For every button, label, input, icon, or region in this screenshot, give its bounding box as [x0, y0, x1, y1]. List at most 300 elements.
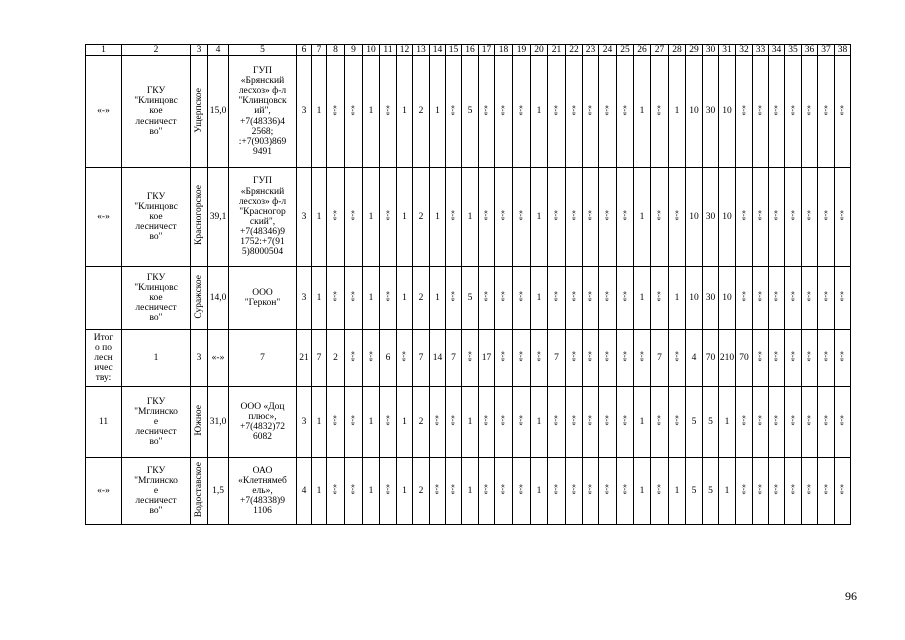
dash-mark: «-»: [755, 351, 765, 362]
value-cell: [479, 387, 495, 458]
value-cell: [312, 330, 327, 387]
value-cell: [703, 56, 719, 168]
value-cell: [599, 330, 617, 387]
dash-mark: «-»: [771, 104, 781, 116]
dash-mark: «-»: [787, 351, 797, 362]
column-number: [703, 45, 719, 56]
value-cell: [531, 387, 548, 458]
dash-mark: «-»: [330, 484, 340, 495]
value-number: 2: [418, 485, 424, 496]
dash-mark: «-»: [837, 104, 847, 116]
column-number-text: 5: [260, 45, 265, 55]
dash-mark: «-»: [837, 415, 847, 426]
column-number: [191, 45, 208, 56]
dash-mark: «-»: [771, 484, 781, 495]
value-number: 10: [722, 292, 732, 303]
value-number: 2: [418, 292, 424, 303]
value-cell: [583, 330, 599, 387]
dash-mark: «-»: [516, 484, 526, 495]
value-cell: [785, 330, 802, 387]
dash-mark: «-»: [619, 484, 629, 495]
dash-mark: «-»: [382, 415, 392, 426]
dash-mark: «-»: [787, 415, 797, 426]
value-cell: [495, 387, 513, 458]
value-number: 1: [435, 211, 440, 222]
value-cell: [462, 387, 479, 458]
tenant-line: ГУП: [252, 176, 273, 187]
value-cell: [380, 267, 397, 330]
dash-mark: «-»: [568, 415, 578, 426]
value-cell: [634, 168, 651, 267]
value-cell: [345, 267, 363, 330]
dash-mark: «-»: [619, 351, 629, 362]
value-cell: [513, 168, 531, 267]
organization-line: лесничест: [135, 222, 177, 233]
value-cell: [363, 458, 380, 525]
value-cell: [413, 387, 430, 458]
tenant-line: «Клетнямеб: [238, 475, 287, 486]
dash-mark: «-»: [755, 210, 765, 221]
value-cell: [397, 168, 413, 267]
value-cell: [785, 387, 802, 458]
value-number: 1: [674, 106, 680, 117]
dash-mark: «-»: [330, 104, 340, 116]
column-number: [513, 45, 531, 56]
value-cell: [769, 267, 785, 330]
column-number: [719, 45, 736, 56]
dash-mark: «-»: [516, 415, 526, 426]
value-cell: [617, 56, 634, 168]
column-number-text: 37: [821, 45, 831, 55]
total-value: 3: [196, 352, 202, 363]
value-cell: [430, 330, 446, 387]
dash-mark: «-»: [551, 210, 561, 221]
dash-mark: «-»: [671, 210, 681, 221]
value-number: 4: [691, 352, 697, 363]
dash-mark: «-»: [755, 104, 765, 116]
value-number: 5: [691, 485, 697, 496]
dash-mark: «-»: [382, 210, 392, 221]
dash-mark: «-»: [738, 210, 748, 221]
value-number: 70: [705, 352, 716, 363]
value-cell: [802, 330, 818, 387]
area-value: 31,0: [209, 416, 227, 427]
dash-mark: «-»: [481, 104, 491, 116]
tenant-line: +7(48336)4: [240, 116, 285, 127]
dash-mark: «-»: [787, 291, 797, 302]
value-cell: [548, 387, 566, 458]
row-number-cell: [86, 168, 122, 267]
value-cell: [297, 330, 312, 387]
column-number-text: 8: [333, 45, 338, 55]
value-cell: [651, 168, 669, 267]
organization-line: во": [149, 126, 163, 137]
value-cell: [479, 168, 495, 267]
value-cell: [462, 56, 479, 168]
dash-mark: «-»: [399, 351, 409, 362]
value-cell: [835, 330, 851, 387]
value-cell: [380, 168, 397, 267]
value-cell: [719, 56, 736, 168]
value-cell: [599, 387, 617, 458]
value-cell: [599, 56, 617, 168]
dash-mark: «-»: [820, 415, 830, 426]
organization-line: кое: [149, 211, 163, 222]
tenant-line: ский",: [249, 217, 276, 227]
value-number: 1: [316, 485, 322, 496]
value-cell: [363, 168, 380, 267]
table-row: [86, 267, 851, 330]
column-number: [446, 45, 462, 56]
value-cell: [818, 56, 835, 168]
value-cell: [397, 267, 413, 330]
column-number: [413, 45, 430, 56]
value-cell: [634, 267, 651, 330]
total-label-line: ичес: [94, 363, 113, 374]
value-number: 1: [536, 106, 542, 117]
total-value: 1: [153, 352, 159, 363]
area-value: 1,5: [212, 485, 224, 496]
value-number: 5: [467, 106, 473, 117]
tenant-line: 5)8000504: [241, 247, 284, 258]
value-cell: [599, 267, 617, 330]
value-cell: [531, 330, 548, 387]
dash-mark: «-»: [585, 484, 595, 495]
column-number: [599, 45, 617, 56]
value-cell: [818, 387, 835, 458]
value-cell: [495, 168, 513, 267]
value-cell: [785, 56, 802, 168]
value-number: 1: [368, 211, 374, 222]
total-cell: [122, 330, 191, 387]
value-cell: [495, 330, 513, 387]
value-number: 1: [467, 485, 473, 496]
value-cell: [327, 330, 345, 387]
value-cell: [495, 56, 513, 168]
forestry-cell: [191, 168, 208, 267]
dash-mark: «-»: [464, 351, 474, 362]
dash-mark: «-»: [654, 291, 664, 302]
value-cell: [818, 330, 835, 387]
column-number-text: 12: [399, 45, 410, 55]
column-number-text: 18: [498, 45, 509, 55]
dash-mark: «-»: [382, 484, 392, 495]
dash-mark: «-»: [585, 291, 595, 302]
value-cell: [583, 387, 599, 458]
value-number: 1: [674, 292, 680, 303]
organization-line: "Мглинско: [134, 406, 178, 417]
value-number: 7: [451, 352, 456, 363]
value-cell: [769, 168, 785, 267]
value-cell: [446, 168, 462, 267]
dash-mark: «-»: [498, 291, 508, 302]
column-number: [327, 45, 345, 56]
tenant-line: «Брянский: [240, 186, 285, 197]
column-number: [462, 45, 479, 56]
dash-mark: «-»: [330, 415, 340, 426]
organization-line: лесничест: [135, 303, 177, 314]
value-number: 5: [691, 416, 697, 427]
dash-mark: «-»: [432, 484, 442, 495]
value-cell: [531, 458, 548, 525]
value-cell: [566, 458, 583, 525]
dash-mark: «-»: [481, 484, 491, 495]
tenant-line: плюс»,: [248, 411, 277, 422]
dash-mark: «-»: [755, 484, 765, 495]
dash-mark: «-»: [568, 291, 578, 302]
dash-mark: «-»: [820, 484, 830, 495]
dash-mark: «-»: [837, 484, 847, 495]
forestry-name: Водоставское: [193, 461, 204, 518]
value-number: 10: [689, 292, 699, 303]
dash-mark: «-»: [619, 415, 629, 426]
value-cell: [363, 330, 380, 387]
column-number: [430, 45, 446, 56]
value-cell: [566, 168, 583, 267]
row-number: «-»: [97, 485, 110, 496]
value-cell: [651, 267, 669, 330]
value-cell: [430, 56, 446, 168]
value-cell: [446, 56, 462, 168]
tenant-line: ОАО: [252, 465, 273, 476]
value-cell: [769, 387, 785, 458]
value-number: 3: [301, 292, 307, 303]
column-number-text: 7: [316, 45, 322, 55]
value-cell: [719, 458, 736, 525]
value-cell: [446, 458, 462, 525]
dash-mark: «-»: [654, 484, 664, 495]
organization-line: ГКУ: [146, 272, 166, 283]
forestry-cell: [191, 56, 208, 168]
value-cell: [312, 168, 327, 267]
value-cell: [312, 56, 327, 168]
total-cell: [191, 330, 208, 387]
value-cell: [513, 267, 531, 330]
value-cell: [651, 387, 669, 458]
dash-mark: «-»: [448, 104, 458, 116]
tenant-line: 2568;: [251, 126, 274, 137]
tenant-cell: [229, 387, 297, 458]
column-number: [669, 45, 686, 56]
organization-line: "Клинцовс: [134, 201, 178, 212]
value-number: 3: [301, 416, 307, 427]
value-cell: [345, 168, 363, 267]
value-number: 4: [301, 485, 307, 496]
dash-mark: «-»: [804, 415, 814, 426]
value-cell: [617, 168, 634, 267]
organization-line: во": [149, 506, 163, 517]
total-label-line: Итог: [93, 332, 114, 343]
column-number-text: 15: [448, 45, 459, 55]
value-number: 1: [316, 292, 322, 303]
value-cell: [669, 330, 686, 387]
value-number: 1: [402, 211, 407, 222]
dash-mark: «-»: [602, 210, 612, 221]
value-cell: [785, 267, 802, 330]
row-number-cell: [86, 56, 122, 168]
value-cell: [430, 267, 446, 330]
dash-mark: «-»: [585, 351, 595, 362]
value-cell: [669, 458, 686, 525]
dash-mark: «-»: [738, 104, 748, 116]
dash-mark: «-»: [330, 210, 340, 221]
tenant-line: 1106: [253, 506, 272, 517]
value-number: 1: [724, 485, 730, 496]
value-cell: [380, 387, 397, 458]
column-number-text: 16: [465, 45, 475, 55]
column-number-text: 38: [837, 45, 848, 55]
tenant-line: ООО «Доц: [240, 401, 285, 412]
value-number: 1: [467, 211, 473, 222]
value-cell: [430, 458, 446, 525]
dash-mark: «-»: [330, 291, 340, 302]
value-cell: [479, 458, 495, 525]
column-number: [208, 45, 229, 56]
value-cell: [651, 458, 669, 525]
value-cell: [566, 387, 583, 458]
organization-line: "Клинцовс: [134, 96, 178, 107]
dash-mark: «-»: [348, 291, 358, 302]
column-number: [345, 45, 363, 56]
dash-mark: «-»: [771, 210, 781, 221]
value-cell: [513, 56, 531, 168]
dash-mark: «-»: [820, 351, 830, 362]
column-number: [297, 45, 312, 56]
value-cell: [446, 387, 462, 458]
value-cell: [312, 267, 327, 330]
column-number: [380, 45, 397, 56]
value-cell: [479, 330, 495, 387]
dash-mark: «-»: [787, 484, 797, 495]
dash-mark: «-»: [348, 415, 358, 426]
value-cell: [686, 267, 703, 330]
organization-line: ГКУ: [146, 191, 166, 202]
value-cell: [531, 267, 548, 330]
value-cell: [599, 458, 617, 525]
value-cell: [345, 387, 363, 458]
value-cell: [736, 458, 753, 525]
dash-mark: «-»: [348, 351, 358, 362]
value-number: 3: [301, 106, 307, 117]
tenant-cell: [229, 56, 297, 168]
dash-mark: «-»: [585, 415, 595, 426]
value-cell: [785, 168, 802, 267]
value-cell: [753, 168, 769, 267]
value-number: 1: [368, 292, 374, 303]
dash-mark: «-»: [602, 415, 612, 426]
value-number: 2: [418, 211, 424, 222]
page-number: 96: [845, 589, 857, 603]
dash-mark: «-»: [837, 351, 847, 362]
row-number-cell: [86, 267, 122, 330]
dash-mark: «-»: [498, 104, 508, 116]
dash-mark: «-»: [602, 104, 612, 116]
dash-mark: «-»: [755, 291, 765, 302]
value-number: 5: [708, 416, 713, 427]
dash-mark: «-»: [382, 104, 392, 116]
value-cell: [617, 387, 634, 458]
dash-mark: «-»: [448, 415, 458, 426]
value-cell: [651, 330, 669, 387]
value-cell: [462, 458, 479, 525]
organization-line: во": [149, 313, 163, 324]
value-number: 1: [402, 485, 407, 496]
column-number: [785, 45, 802, 56]
value-cell: [566, 56, 583, 168]
column-number-text: 13: [416, 45, 426, 55]
dash-mark: «-»: [382, 291, 392, 302]
column-number-text: 29: [689, 45, 699, 55]
row-number: 11: [98, 416, 109, 427]
value-cell: [634, 458, 651, 525]
value-number: 7: [554, 352, 559, 363]
organization-line: е: [153, 416, 159, 427]
dash-mark: «-»: [533, 351, 543, 362]
dash-mark: «-»: [804, 351, 814, 362]
value-cell: [413, 330, 430, 387]
total-label-line: тву:: [95, 373, 112, 384]
column-number-text: 25: [620, 45, 630, 55]
column-number: [122, 45, 191, 56]
value-number: 3: [301, 211, 307, 222]
dash-mark: «-»: [551, 415, 561, 426]
value-cell: [769, 458, 785, 525]
value-number: 70: [739, 352, 749, 363]
column-number: [634, 45, 651, 56]
value-cell: [462, 330, 479, 387]
dash-mark: «-»: [804, 484, 814, 495]
tenant-line: +7(48338)9: [240, 496, 285, 507]
dash-mark: «-»: [516, 291, 526, 302]
tenant-line: 9491: [253, 147, 272, 158]
value-number: 1: [435, 292, 440, 303]
tenant-line: +7(48346)9: [240, 227, 285, 238]
dash-mark: «-»: [804, 104, 814, 116]
value-cell: [297, 458, 312, 525]
value-cell: [835, 168, 851, 267]
organization-cell: [122, 458, 191, 525]
total-value: 7: [260, 352, 265, 363]
value-cell: [327, 168, 345, 267]
dash-mark: «-»: [738, 484, 748, 495]
dash-mark: «-»: [755, 415, 765, 426]
column-number: [835, 45, 851, 56]
table-row: [86, 458, 851, 525]
column-number-text: 6: [301, 45, 307, 55]
tenant-cell: [229, 267, 297, 330]
dash-mark: «-»: [787, 210, 797, 221]
value-cell: [599, 168, 617, 267]
tenant-line: лесхоз» ф-л: [238, 86, 287, 97]
value-cell: [818, 267, 835, 330]
value-number: 1: [368, 106, 374, 117]
value-cell: [785, 458, 802, 525]
value-cell: [736, 168, 753, 267]
value-cell: [736, 330, 753, 387]
organization-line: ГКУ: [146, 86, 166, 97]
value-cell: [703, 267, 719, 330]
dash-mark: «-»: [654, 210, 664, 221]
tenant-line: +7(4832)72: [240, 422, 285, 432]
dash-mark: «-»: [448, 210, 458, 221]
dash-mark: «-»: [585, 104, 595, 116]
value-cell: [513, 458, 531, 525]
column-number-text: 27: [654, 45, 665, 55]
dash-mark: «-»: [820, 104, 830, 116]
value-number: 1: [368, 416, 374, 427]
column-number-text: 4: [215, 45, 221, 55]
row-number-cell: [86, 387, 122, 458]
